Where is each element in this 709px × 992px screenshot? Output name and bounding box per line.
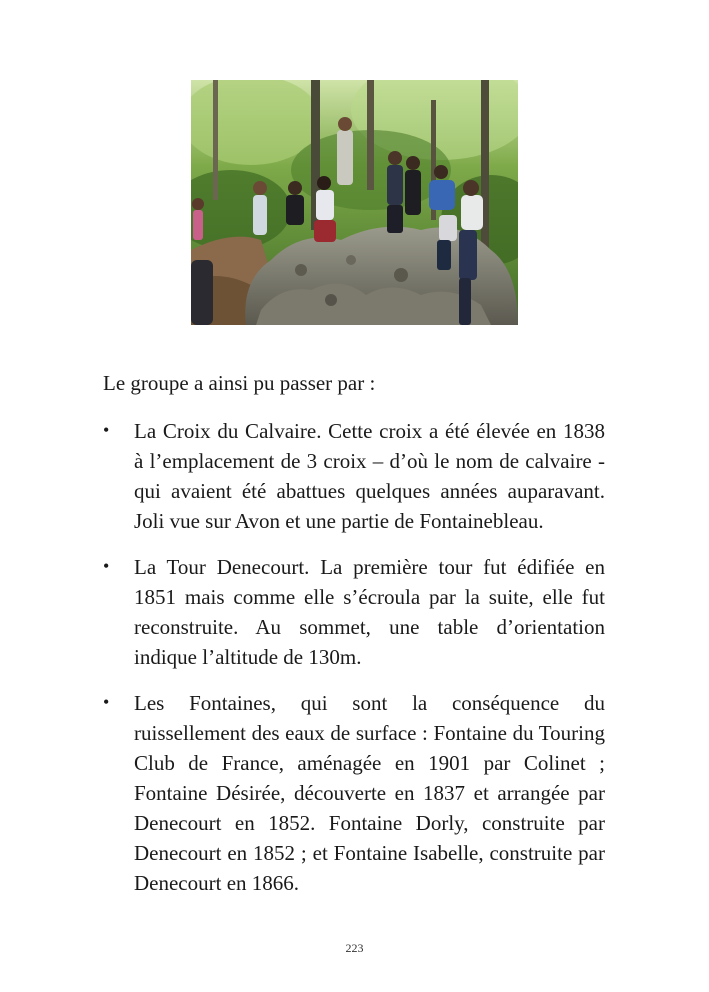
bullet-marker: •: [103, 692, 110, 712]
bullet-marker: •: [103, 420, 110, 440]
list-item-text: La Tour Denecourt. La première tour fut édifiée en 1851 mais comme elle s’écroula par la suite, elle fut reconstruite. Au sommet, une table d’orientation indique l’altitude de 130m.: [134, 555, 605, 669]
bullet-marker: •: [103, 556, 110, 576]
list-item-text: La Croix du Calvaire. Cette croix a été élevée en 1838 à l’emplacement de 3 croix – d’où le nom de calvaire - qui avaient été abattues quelques années auparavant. Joli vue sur Avon et une partie de Fontainebleau.: [134, 419, 605, 533]
list-item: [103, 552, 605, 672]
list-item-text: Les Fontaines, qui sont la conséquence du ruissellement des eaux de surface : Fontaine du Touring Club de France, aménagée en 1901 par Colinet ; Fontaine Désirée, découverte en 1837 et arrangée par Denecourt en 1852. Fontaine Dorly, construite par Denecourt en 1852 ; et Fontaine Isabelle, construite par Denecourt en 1866.: [134, 691, 605, 895]
list-item: [103, 416, 605, 536]
page-number: 223: [345, 941, 364, 955]
bullet-list: [103, 416, 605, 914]
intro-paragraph: Le groupe a ainsi pu passer par :: [103, 371, 376, 395]
list-item: [103, 688, 605, 898]
forest-rocks-photo: [191, 80, 518, 325]
